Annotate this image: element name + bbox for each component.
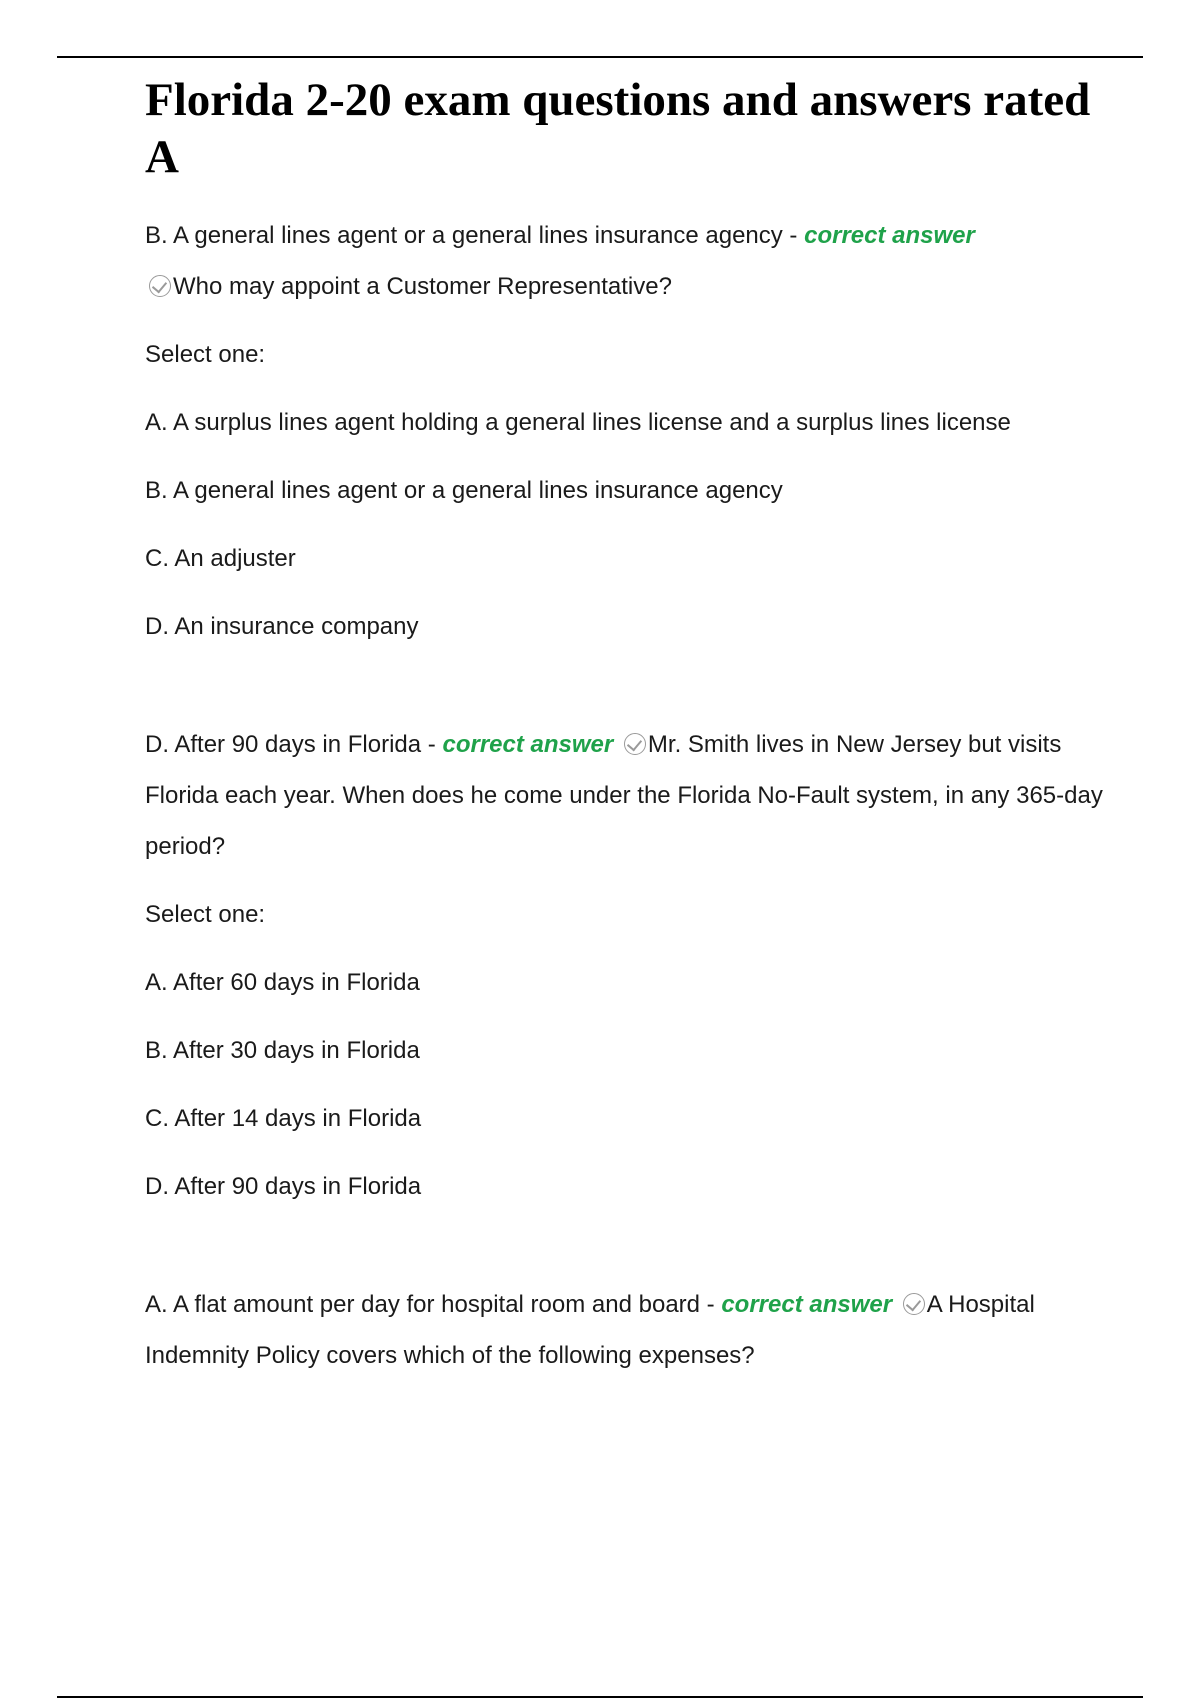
question-prompt: A Hospital Indemnity Policy covers which of the following expenses?: [145, 1291, 1035, 1369]
select-one-label: Select one:: [145, 341, 266, 368]
correct-answer-label: correct answer: [721, 1291, 893, 1318]
bottom-rule: [57, 1696, 1143, 1698]
option-c: C. After 14 days in Florida: [145, 1105, 422, 1132]
check-icon: [903, 1293, 925, 1315]
question-block-2: [145, 719, 1105, 1212]
question-block-1: [145, 210, 1105, 652]
document-page: [145, 72, 1105, 1398]
question-block-3: [145, 1279, 1105, 1381]
document-title: Florida 2-20 exam questions and answers rated A: [145, 74, 1091, 183]
answer-text: B. A general lines agent or a general lines insurance agency -: [145, 222, 805, 249]
correct-answer-label: correct answer: [442, 731, 614, 758]
option-d: D. After 90 days in Florida: [145, 1173, 422, 1200]
check-icon: [624, 733, 646, 755]
option-c: C. An adjuster: [145, 545, 296, 572]
option-a: A. A surplus lines agent holding a general lines license and a surplus lines license: [145, 409, 1011, 436]
question-prompt: Who may appoint a Customer Representative?: [173, 273, 672, 300]
option-a: A. After 60 days in Florida: [145, 969, 420, 996]
correct-answer-label: correct answer: [804, 222, 975, 249]
option-b: B. A general lines agent or a general lines insurance agency: [145, 477, 783, 504]
question-text: [145, 719, 1105, 872]
answer-text: D. After 90 days in Florida -: [145, 731, 443, 758]
check-icon: [149, 275, 171, 297]
select-one-label: Select one:: [145, 901, 266, 928]
question-prompt: Mr. Smith lives in New Jersey but visits Florida each year. When does he come under the Florida No-Fault system, in any 365-day period?: [145, 731, 1103, 860]
option-d: D. An insurance company: [145, 613, 419, 640]
question-text: [145, 1279, 1105, 1381]
option-b: B. After 30 days in Florida: [145, 1037, 420, 1064]
question-text: [145, 210, 1105, 312]
top-rule: [57, 56, 1143, 58]
answer-text: A. A flat amount per day for hospital room and board -: [145, 1291, 722, 1318]
